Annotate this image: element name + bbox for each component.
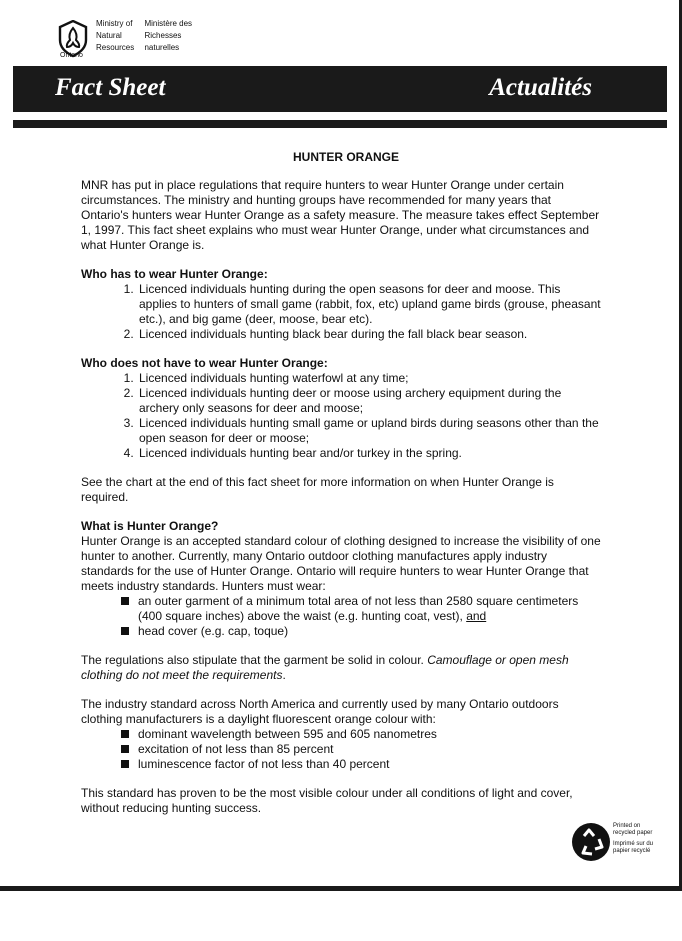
logo-caption: Ontario <box>60 52 83 59</box>
ministry-name-french <box>144 18 192 54</box>
list-item: 4. Licenced individuals hunting bear and/or turkey in the spring. <box>137 446 601 461</box>
banner-title-french: Actualités <box>489 74 592 101</box>
square-bullet-icon <box>121 730 129 738</box>
ministry-fr-line: naturelles <box>144 43 180 52</box>
list-item <box>121 742 601 757</box>
spec-text: excitation of not less than 85 percent <box>138 742 334 756</box>
who-has-list <box>81 282 601 342</box>
ministry-en-line: Resources <box>96 43 135 52</box>
ministry-en-line: Ministry of <box>96 19 133 28</box>
ministry-name <box>96 18 192 54</box>
who-has-heading-colon: : <box>263 267 268 281</box>
list-item: 3. Licenced individuals hunting small game or upland birds during seasons other than the open season for deer or moose; <box>137 416 601 446</box>
regulations-period: . <box>282 668 286 682</box>
list-item: 2. Licenced individuals hunting black bear during the fall black bear season. <box>137 327 601 342</box>
square-bullet-icon <box>121 760 129 768</box>
list-item: 1. Licenced individuals hunting waterfowl at any time; <box>137 371 601 386</box>
header-rule <box>13 120 667 128</box>
who-not-heading: Who does not have to wear Hunter Orange: <box>81 356 328 370</box>
square-bullet-icon <box>121 745 129 753</box>
industry-standard-paragraph: The industry standard across North America and currently used by many Ontario outdoors clothing manufacturers is a daylight fluorescent orange colour with: <box>81 697 559 726</box>
square-bullet-icon <box>121 597 129 605</box>
colour-spec-list <box>81 727 601 772</box>
document-body <box>81 150 601 816</box>
ministry-en-line: Natural <box>96 31 122 40</box>
recycle-icon <box>571 822 611 862</box>
must-wear-item-text: an outer garment of a minimum total area of not less than 2580 square centimeters (400 square inches) above the waist (e.g. hunting coat, vest), <box>138 594 579 623</box>
ministry-fr-line: Ministère des <box>144 19 193 28</box>
regulations-italic-text: Camouflage or open mesh clothing do not meet the requirements <box>81 653 569 682</box>
ministry-fr-line: Richesses <box>144 31 182 40</box>
intro-paragraph: MNR has put in place regulations that require hunters to wear Hunter Orange under certain circumstances. The ministry and hunting groups have recommended for many years that Ontario's hunters wear Hunter Orange as a safety measure. The measure takes effect September 1, 1997. This fact sheet explains who must wear Hunter Orange, under what circumstances and what Hunter Orange is. <box>81 178 600 252</box>
must-wear-and: and <box>466 609 487 623</box>
banner-title-english: Fact Sheet <box>55 74 166 101</box>
list-item <box>121 624 601 639</box>
recycled-en-line: recycled paper <box>613 830 653 836</box>
recycled-paper-note <box>613 823 653 855</box>
list-item: 1. Licenced individuals hunting during the open seasons for deer and moose. This applies to hunters of small game (rabbit, fox, etc) upland game birds (grouse, pheasant etc.), and big game (deer, moose, bear etc). <box>137 282 601 327</box>
page-edge-bottom <box>0 886 682 891</box>
see-chart-paragraph: See the chart at the end of this fact sheet for more information on when Hunter Orange is required. <box>81 475 554 504</box>
regulations-text: The regulations also stipulate that the garment be solid in colour. <box>81 653 428 667</box>
recycled-en-line: Printed on <box>613 823 641 829</box>
who-not-list <box>81 371 601 461</box>
who-has-heading-text: Who has to wear Hunter Orange <box>81 267 264 281</box>
regulations-paragraph <box>81 653 601 683</box>
ministry-name-english <box>96 18 134 54</box>
recycled-fr-line: Imprimé sur du <box>613 841 654 847</box>
document-title: HUNTER ORANGE <box>292 150 399 164</box>
list-item <box>121 727 601 742</box>
list-item: 2. Licenced individuals hunting deer or moose using archery equipment during the archery only seasons for deer and moose; <box>137 386 601 416</box>
recycled-fr-line: papier recyclé <box>613 848 651 854</box>
must-wear-item-text: head cover (e.g. cap, toque) <box>138 624 289 638</box>
fact-sheet-banner <box>13 66 667 112</box>
closing-paragraph: This standard has proven to be the most visible colour under all conditions of light and cover, without reducing hunting success. <box>81 786 573 815</box>
who-has-heading <box>81 267 601 282</box>
list-item <box>121 594 601 624</box>
must-wear-list <box>81 594 601 639</box>
square-bullet-icon <box>121 627 129 635</box>
what-is-paragraph: Hunter Orange is an accepted standard colour of clothing designed to increase the visibility of one hunter to another. Currently, many Ontario outdoor clothing manufactures apply industry standards for the use of Hunter Orange. Ontario will require hunters to wear Hunter Orange that meets industry standards. Hunters must wear: <box>81 534 601 593</box>
what-is-heading: What is Hunter Orange? <box>81 519 219 533</box>
list-item <box>121 757 601 772</box>
spec-text: luminescence factor of not less than 40 percent <box>138 757 390 771</box>
spec-text: dominant wavelength between 595 and 605 nanometres <box>138 727 437 741</box>
